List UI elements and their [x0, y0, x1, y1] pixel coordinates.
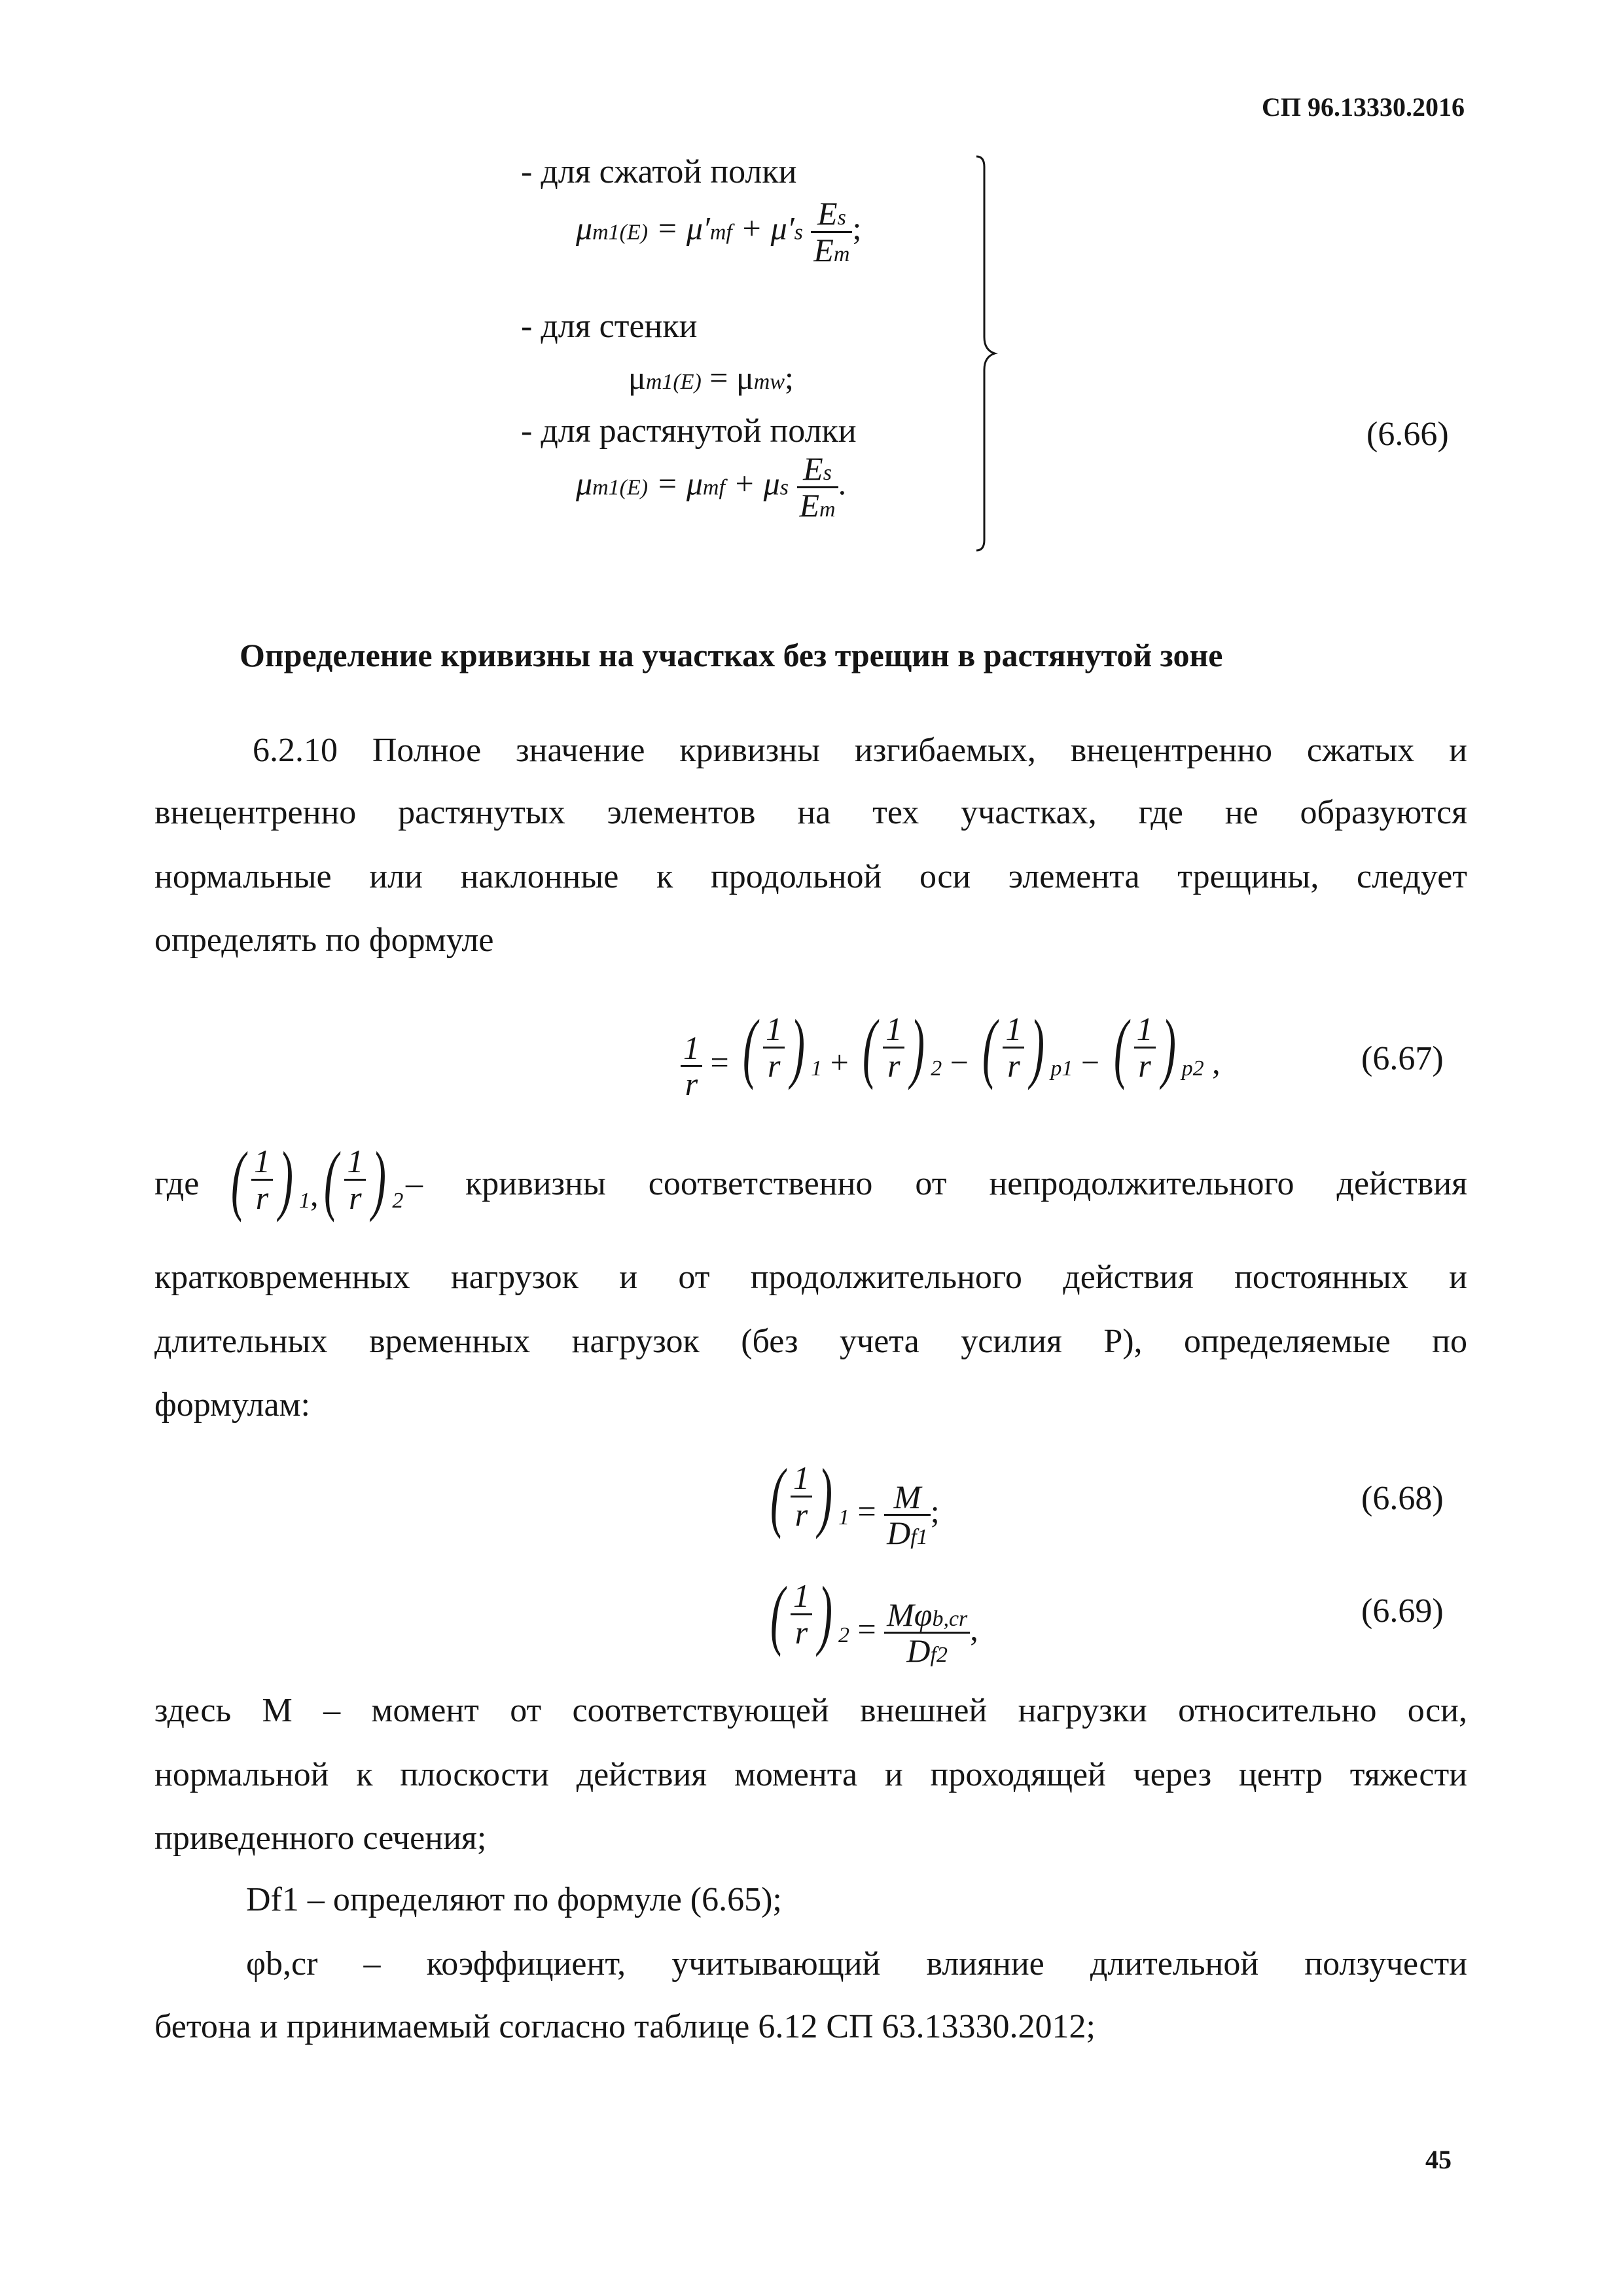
where-line-4: формулам: — [154, 1386, 310, 1424]
here-line-2: нормальной к плоскости действия момента и проходящей через центр тяжести — [154, 1756, 1467, 1793]
where-line-3: длительных временных нагрузок (без учета усилия P), определяемые по — [154, 1323, 1467, 1360]
here-line-1: здесь M – момент от соответствующей внешней нагрузки относительно оси, — [154, 1692, 1467, 1729]
tension-flange-label: - для растянутой полки — [521, 412, 857, 450]
paragraph-line-1: 6.2.10 Полное значение кривизны изгибаемых, внецентренно сжатых и — [253, 732, 1467, 769]
equation-number-6-68: (6.68) — [1361, 1480, 1444, 1517]
section-heading: Определение кривизны на участках без трещин в растянутой зоне — [240, 637, 1223, 673]
where-line-2: кратковременных нагрузок и от продолжительного действия постоянных и — [154, 1259, 1467, 1296]
formula-compressed-flange: μm1(E) = μ′mf + μ′s $\frac{Es}{Em}$ ; — [576, 195, 862, 268]
formula-6-69: ( $\frac{1}{r}$ ) 2 = $\frac{\text{Mφb,cr}}{Df2}$ , — [770, 1570, 978, 1670]
phi-line-1: φb,cr – коэффициент, учитывающий влияние длительной ползучести — [246, 1945, 1467, 1982]
paragraph-line-2: внецентренно растянутых элементов на тех участках, где не образуются — [154, 794, 1467, 831]
df1-definition: Df1 – определяют по формуле (6.65); — [246, 1881, 782, 1918]
formula-curvatures-1-2: ( $\frac{1}{r}$ ) 1 , ( $\frac{1}{r}$ ) 2 — [230, 1136, 404, 1223]
formula-tension-flange: μm1(E) = μmf + μs $\frac{Es}{Em}$ . — [576, 450, 847, 524]
where-line-1-rest: – кривизны соответственно от непродолжительного действия — [406, 1165, 1467, 1202]
paragraph-line-3: нормальные или наклонные к продольной оси элемента трещины, следует — [154, 858, 1467, 895]
web-label: - для стенки — [521, 308, 698, 345]
phi-line-2: бетона и принимаемый согласно таблице 6.12 СП 63.13330.2012; — [154, 2008, 1096, 2045]
page-number: 45 — [1425, 2145, 1452, 2174]
equation-number-6-69: (6.69) — [1361, 1592, 1444, 1630]
compressed-flange-label: - для сжатой полки — [521, 153, 797, 190]
formula-6-67: $\frac{1}{r}$ = ( $\frac{1}{r}$ ) 1 + ( $\frac{1}{r}$ ) 2 − ( $\frac{1}{r}$ ) p1 − ( $\frac{1}{r}$ ) p2 , — [681, 1008, 1221, 1102]
formula-web: μm1(E) = μmw; — [628, 359, 794, 396]
equation-number-6-66: (6.66) — [1366, 416, 1449, 453]
paragraph-line-4: определять по формуле — [154, 922, 494, 959]
formula-6-68: ( $\frac{1}{r}$ ) 1 = $\frac{M}{Df1}$ ; — [770, 1452, 940, 1552]
here-line-3: приведенного сечения; — [154, 1820, 487, 1857]
equation-number-6-67: (6.67) — [1361, 1040, 1444, 1077]
document-code: СП 96.13330.2016 — [1262, 92, 1465, 122]
where-word: где — [154, 1165, 200, 1202]
right-brace — [975, 154, 1001, 553]
